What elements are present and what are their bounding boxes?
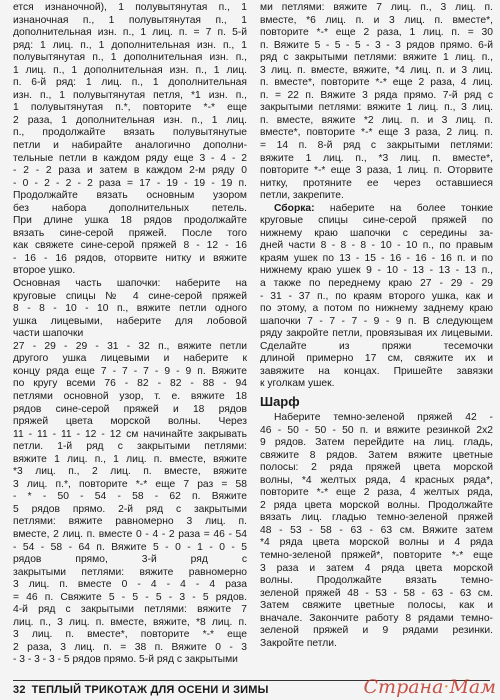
text-line: нитку, протяните ее через оставшиеся xyxy=(260,177,493,189)
text-line: изн. п., 1 полувытянутая петля, *1 изн. п., xyxy=(13,89,247,101)
text-line: п. = 22 п. Вяжите 3 ряда прямо. 7-й ряд с xyxy=(260,89,493,101)
text-line: как свяжете сине-серой пряжей 8 - 12 - 16 xyxy=(13,240,247,252)
text-line: вместе*, повторите *-* еще 3 раза, 2 лиц. п. xyxy=(260,127,493,139)
text-line: пряжей цвета морской волны. Через xyxy=(13,416,247,428)
running-title: ТЕПЛЫЙ ТРИКОТАЖ ДЛЯ ОСЕНИ И ЗИМЫ xyxy=(31,684,269,696)
text-line: петлями: вяжите равномерно 3 лиц. п. xyxy=(13,516,247,528)
text-line: *4 ряда цвета морской волны и 4 ряда xyxy=(260,537,493,549)
text-line: лиц. п., 3 лиц. п. вместе, вяжите, *8 лиц. п. xyxy=(13,616,247,628)
text-line: ряду закройте петли, провязывая их лицевыми. xyxy=(260,328,493,340)
text-line: 2 раза, 1 дополнительная изн. п., 1 лиц. xyxy=(13,114,247,126)
text-line: закрытыми петлями: вяжите равномерно xyxy=(13,566,247,578)
text-line: круговые спицы № 4 сине-серой пряжей xyxy=(13,290,247,302)
text-line: а также по переднему краю 27 - 29 - 29 xyxy=(260,278,493,290)
text-line: ется изнаночной), 1 полувытянутая п., 1 xyxy=(13,2,247,13)
text-line: - 54 - 58 - 64 п. Вяжите 5 - 0 - 1 - 0 - 5 xyxy=(13,541,247,553)
text-line: - 31 - 37 п., по краям второго ушка, как и xyxy=(260,290,493,302)
text-line: вначале. Закончите работу 8 рядами темно- xyxy=(260,612,493,624)
watermark-word-a: Страна xyxy=(363,676,444,698)
text-line: Закройте петли. xyxy=(260,637,337,649)
text-line: по кругу всеми 76 - 82 - 82 - 88 - 94 xyxy=(13,378,247,390)
text-line: вязать лиц. гладью темно-зеленой пряжей xyxy=(260,512,493,524)
text-line: вместе, *6 лиц. п. и 3 лиц. п. вместе*, xyxy=(260,14,493,26)
text-line: Наберите темно-зеленой пряжей 42 - xyxy=(274,411,493,423)
text-line: длиной примерно 17 см, свяжите их и xyxy=(260,353,493,365)
text-line: завяжите на концах. Пришейте завязки xyxy=(260,365,493,377)
text-line: дней части 8 - 8 - 8 - 10 - 10 п., по правым xyxy=(260,240,493,252)
text-line: краям ушек по 13 - 15 - 16 - 16 - 16 п. и по xyxy=(260,252,493,264)
text-line: Затем свяжите цветные полосы, как и xyxy=(260,600,493,612)
text-line: вязать сине-серой пряжей. После того xyxy=(13,227,247,239)
text-line: Основная часть шапочки: наберите на xyxy=(13,278,247,290)
text-line: второе ушко. xyxy=(13,265,76,277)
text-line: п. вместе*, повторите *-* еще 2 раза, 4 лиц. xyxy=(260,77,493,89)
text-line: свяжите 8 рядов. Затем вяжите цветные xyxy=(260,449,493,461)
text-line: п. Вяжите 5 - 5 - 5 - 3 - 3 рядов прямо. 6-й xyxy=(260,39,493,51)
text-line: ряд: 1 лиц. п., 1 дополнительная изн. п., 1 xyxy=(13,39,247,51)
text-line: вяжите 1 лиц. п., *3 лиц. п. вместе*, xyxy=(260,152,493,164)
text-line: 3 лиц. п. вместе*, повторите *-* еще xyxy=(13,629,247,641)
text-line: 9 рядов. Затем перейдите на лиц. гладь, xyxy=(260,437,493,449)
text-line: шапочки 7 - 7 - 7 - 9 - 9 п. В следующем xyxy=(260,315,493,327)
assembly-text: наберите на более тонкие xyxy=(329,202,493,214)
text-line: круговые спицы сине-серой пряжей по xyxy=(260,215,493,227)
text-line: без набора дополнительных петель. xyxy=(13,202,247,214)
text-line: п. 6-й ряд: 1 лиц. п., 1 дополнительная xyxy=(13,77,247,89)
text-line: 3 лиц. п. вместе, вяжите, *4 лиц. п. и 3 лиц. xyxy=(260,64,493,76)
text-line: 46 - 50 - 50 - 50 п. и вяжите резинкой 2х2 xyxy=(260,424,493,436)
text-line: другого ушка лицевыми и наберите к xyxy=(13,353,247,365)
text-line: 8 - 8 - 10 - 10 п., вяжите петли одного xyxy=(13,303,247,315)
text-line: зеленой пряжей и 9 рядами резинки. xyxy=(260,625,493,637)
text-line: дополнительная изн. п., 1 лиц. п. = 7 п. 5-й xyxy=(13,27,247,39)
text-line: петли. 1-й ряд с закрытыми петлями: xyxy=(13,441,247,453)
right-column xyxy=(260,2,493,650)
text-line: изнаночная п., 1 полувытянутая п., 1 xyxy=(13,14,247,26)
text-line: волны. Продолжайте вязать темно- xyxy=(260,575,493,587)
text-line: При длине ушка 18 рядов продолжайте xyxy=(13,215,247,227)
text-line: тельные петли в каждом ряду еще 3 - 4 - 2 xyxy=(13,152,247,164)
text-line: *3 лиц. п., 2 лиц. п. вместе, вяжите xyxy=(13,466,247,478)
text-line: полувытянутая п., 1 дополнительная изн. п., xyxy=(13,52,247,64)
text-line: 2 раза, 3 лиц. п. = 38 п. Вяжите 0 - 3 xyxy=(13,641,247,653)
text-line: 1 лиц. п., 1 дополнительная изн. п., 1 лиц. xyxy=(13,64,247,76)
assembly-label: Сборка: xyxy=(274,202,330,214)
text-line: петлями основной узор, т. е. вяжите 18 xyxy=(13,390,247,402)
text-line: 1 полувытянутая п.*, повторите *-* еще xyxy=(13,102,247,114)
site-watermark: Страна·Мам xyxy=(363,676,496,698)
text-line xyxy=(260,203,493,216)
text-line: рядов сине-серой пряжей и 18 рядов xyxy=(13,403,247,415)
page-number: 32 xyxy=(13,684,26,696)
text-line: части шапочки xyxy=(13,328,84,340)
text-line: вяжите 1 лиц. п., 1 лиц. п. вместе, вяжите xyxy=(13,453,247,465)
scarf-instructions xyxy=(260,412,493,650)
hat-instructions-continued xyxy=(260,2,493,203)
text-line: повторите *-* еще 2 раза, 4 желтых ряда, xyxy=(260,487,493,499)
text-line: 3 раза и затем 4 ряда цвета морской xyxy=(260,562,493,574)
text-line: повторите *-* еще 2 раза, 1 лиц. п. = 30 xyxy=(260,27,493,39)
text-line: по этому, а потом по нижнему заднему краю xyxy=(260,303,493,315)
text-line: 4-й ряд с закрытыми петлями: вяжите 7 xyxy=(13,604,247,616)
text-line: 2 ряда цвета морской волны. Продолжайте xyxy=(260,499,493,511)
text-line: - * - 50 - 54 - 58 - 62 п. Вяжите xyxy=(13,491,247,503)
text-line: полосы: 2 ряда пряжей цвета морской xyxy=(260,462,493,474)
text-line: 3 лиц. п.*, повторите *-* еще 7 раз = 58 xyxy=(13,478,247,490)
text-line: петли, закрепите. xyxy=(260,190,344,202)
text-line: к уголкам ушек. xyxy=(260,378,335,390)
text-line: = 46 п. Свяжите 5 - 5 - 5 - 3 - 5 рядов. xyxy=(13,591,247,603)
text-line: - 16 - 16 рядов, оторвите нитку и вяжите xyxy=(13,252,247,264)
text-line: вместе, 2 лиц. п. вместе 0 - 4 - 2 раза = 46 - 54 xyxy=(13,528,247,540)
text-line: зеленой пряжей 48 - 53 - 58 - 63 - 63 см. xyxy=(260,587,493,599)
text-line: темно-зеленой пряжей*, повторите *-* еще xyxy=(260,549,493,561)
text-line: петли и набирайте аналогично дополни- xyxy=(13,140,247,152)
text-line: - 0 - 2 - 2 - 2 раза = 17 - 19 - 19 - 19 п. xyxy=(13,177,247,189)
text-line: закрытыми петлями: вяжите 1 лиц. п., 3 лиц. xyxy=(260,102,493,114)
text-line: 5 рядов прямо. 2-й ряд с закрытыми xyxy=(13,503,247,515)
text-line: рядов прямо, 3-й ряд с xyxy=(13,554,247,566)
text-line: ми петлями: вяжите 7 лиц. п., 3 лиц. п. xyxy=(260,2,493,13)
text-line: п. вместе, вяжите *2 лиц. п. и 3 лиц. п. xyxy=(260,114,493,126)
text-line: 3 лиц. п. вместе 0 - 4 - 4 - 4 раза xyxy=(13,579,247,591)
text-line: нижнему краю шапочки с середины за- xyxy=(260,227,493,239)
text-line: нижнему краю ушек 9 - 10 - 13 - 13 - 13 п., xyxy=(260,265,493,277)
text-line: ушка лицевыми, наберите для лобовой xyxy=(13,315,247,327)
text-line: = 14 п. 8-й ряд с закрытыми петлями: xyxy=(260,140,493,152)
left-column xyxy=(13,2,247,667)
scarf-heading: Шарф xyxy=(260,393,300,409)
text-line: ряд с закрытыми петлями: вяжите 1 лиц. п., xyxy=(260,52,493,64)
text-line: повторите *-* еще 3 раза, 1 лиц. п. Оторвите xyxy=(260,165,493,177)
text-line: 11 - 11 - 11 - 12 - 12 см начинайте закрывать xyxy=(13,428,247,440)
watermark-word-b: Мам xyxy=(449,676,496,698)
text-line: Продолжайте вязать основным узором xyxy=(13,190,247,202)
text-line: - 2 - 2 раза и затем в каждом 2-м ряду 0 xyxy=(13,165,247,177)
text-line: 27 - 29 - 29 - 31 - 32 п., вяжите петли xyxy=(13,340,247,352)
assembly-section xyxy=(260,203,493,391)
text-line: Сделайте из пряжи тесемочки xyxy=(260,340,493,352)
text-line: п., продолжайте вязать полувытянутые xyxy=(13,127,247,139)
text-line: концу ряда еще 7 - 7 - 7 - 9 - 9 п. Вяжите xyxy=(13,365,247,377)
text-line: волны, *4 желтых ряда, 4 красных ряда*, xyxy=(260,474,493,486)
text-line: - 3 - 3 - 3 - 5 рядов прямо. 5-й ряд с закрытыми xyxy=(13,654,238,666)
text-line: 48 - 53 - 58 - 63 - 63 см. Вяжите затем xyxy=(260,524,493,536)
